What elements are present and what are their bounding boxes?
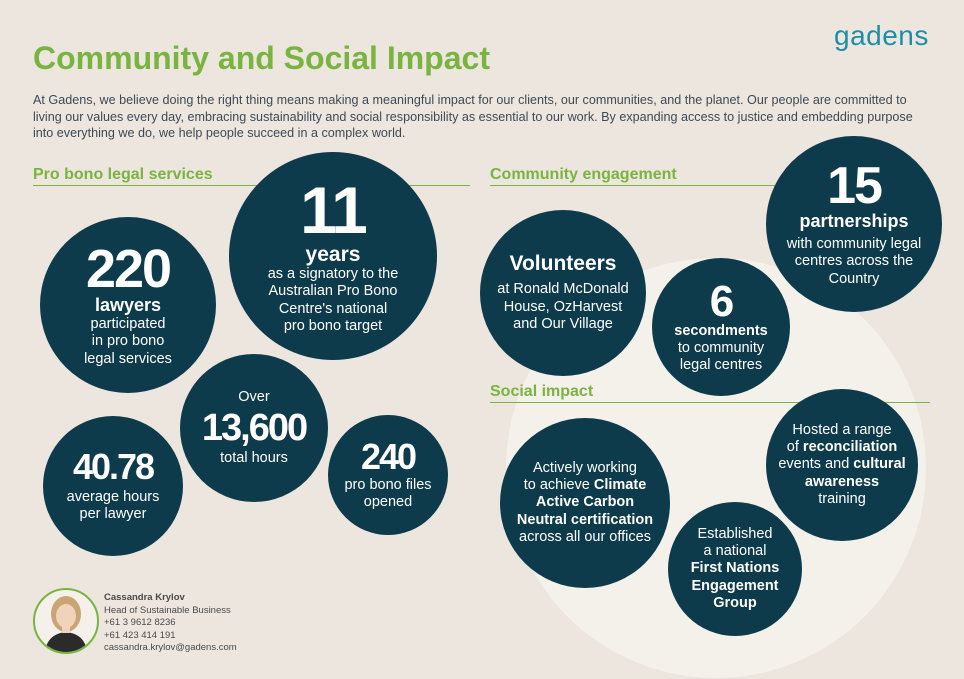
partnerships-line3: Country	[828, 270, 880, 287]
secondments-circle	[652, 258, 790, 396]
lawyers-stat-circle	[40, 217, 216, 393]
climate-line3-bold: Active Carbon	[535, 494, 635, 511]
reconciliation-line3	[778, 456, 905, 473]
reconciliation-line5: training	[818, 491, 866, 508]
first-nations-line3-bold: First Nations	[690, 560, 780, 577]
hours-number: 13,600	[201, 407, 307, 449]
lawyers-number: 220	[85, 239, 171, 300]
years-number: 11	[300, 172, 366, 247]
intro-paragraph: At Gadens, we believe doing the right thing means making a meaningful impact for our clients, our communities, and the planet. Our people are committed to living our values every day, embracing sustainability and social responsibility as essential to our work. By expanding access to justice and embedding purpose into everything we do, we help people succeed in a complex world.	[33, 93, 913, 140]
reconciliation-line4	[805, 474, 879, 491]
first-nations-circle	[668, 502, 802, 636]
partnerships-line2: centres across the	[794, 253, 914, 270]
contact-block	[104, 592, 237, 655]
first-nations-line5	[713, 595, 757, 612]
reconciliation-line2-b: reconciliation	[802, 438, 898, 455]
first-nations-line4	[691, 578, 778, 595]
first-nations-line2: a national	[703, 542, 767, 559]
hours-prefix: Over	[238, 388, 270, 405]
contact-email[interactable]: cassandra.krylov@gadens.com	[104, 642, 237, 654]
climate-line2-a: to achieve	[523, 476, 594, 493]
contact-phone1[interactable]: +61 3 9612 8236	[104, 617, 176, 629]
community-heading: Community engagement	[490, 166, 930, 186]
first-nations-line4-bold: Engagement	[691, 577, 779, 594]
files-stat-circle	[328, 415, 448, 535]
reconciliation-line3-b: cultural	[853, 456, 906, 473]
reconciliation-line3-a: events and	[778, 456, 854, 473]
secondments-line2: legal centres	[679, 356, 763, 373]
lawyers-unit: lawyers	[94, 295, 162, 316]
volunteers-line1: at Ronald McDonald	[497, 281, 629, 298]
climate-line1: Actively working	[533, 459, 637, 476]
files-line2: opened	[363, 494, 413, 510]
partnerships-circle	[766, 136, 942, 312]
hours-label: total hours	[220, 450, 288, 466]
files-line1: pro bono files	[344, 476, 432, 493]
reconciliation-line1: Hosted a range	[792, 421, 892, 438]
first-nations-line3	[691, 560, 780, 577]
years-line1: as a signatory to the	[267, 265, 399, 282]
years-line3: Centre's national	[278, 300, 388, 317]
partnerships-unit: partnerships	[799, 211, 909, 232]
average-line2: per lawyer	[79, 506, 147, 522]
climate-line2	[524, 477, 647, 494]
gadens-logo[interactable]: gadens	[834, 20, 929, 51]
hours-stat-circle	[180, 354, 328, 502]
first-nations-line1: Established	[697, 525, 773, 542]
volunteers-line3: and Our Village	[513, 316, 613, 333]
contact-role: Head of Sustainable Business	[104, 604, 231, 616]
secondments-line1: to community	[677, 339, 765, 356]
average-line1: average hours	[66, 488, 160, 505]
climate-line4-bold: Neutral certification	[516, 511, 654, 528]
lawyers-line3: legal services	[84, 350, 172, 367]
average-stat-circle	[43, 416, 183, 556]
years-line4: pro bono target	[283, 317, 383, 334]
years-stat-circle	[229, 152, 437, 360]
years-unit: years	[305, 242, 361, 266]
contact-phone2[interactable]: +61 423 414 191	[104, 629, 176, 641]
avatar	[33, 588, 99, 654]
secondments-unit: secondments	[674, 322, 768, 339]
lawyers-line2: in pro bono	[91, 333, 165, 350]
partnerships-line1: with community legal	[786, 235, 922, 252]
reconciliation-line2-a: of	[786, 438, 803, 455]
average-number: 40.78	[72, 445, 154, 487]
volunteers-circle	[480, 210, 646, 376]
volunteers-line2: House, OzHarvest	[503, 298, 623, 315]
climate-line5: across all our offices	[519, 529, 651, 546]
reconciliation-line4-bold: awareness	[804, 473, 880, 490]
contact-name: Cassandra Krylov	[104, 592, 185, 603]
pro-bono-heading: Pro bono legal services	[33, 166, 470, 186]
files-number: 240	[360, 435, 416, 477]
reconciliation-circle	[766, 389, 918, 541]
climate-line3	[536, 494, 634, 511]
social-heading: Social impact	[490, 383, 930, 403]
lawyers-line1: participated	[90, 315, 166, 332]
person-icon	[35, 590, 97, 652]
reconciliation-line2	[787, 439, 897, 456]
page-title: Community and Social Impact	[33, 40, 490, 76]
partnerships-number: 15	[827, 157, 881, 216]
climate-line4	[517, 512, 653, 529]
volunteers-title: Volunteers	[509, 252, 617, 276]
climate-line2-b: Climate	[593, 476, 647, 493]
secondments-number: 6	[709, 276, 733, 326]
first-nations-line5-bold: Group	[713, 595, 757, 612]
climate-circle	[500, 418, 670, 588]
years-line2: Australian Pro Bono	[268, 283, 398, 300]
